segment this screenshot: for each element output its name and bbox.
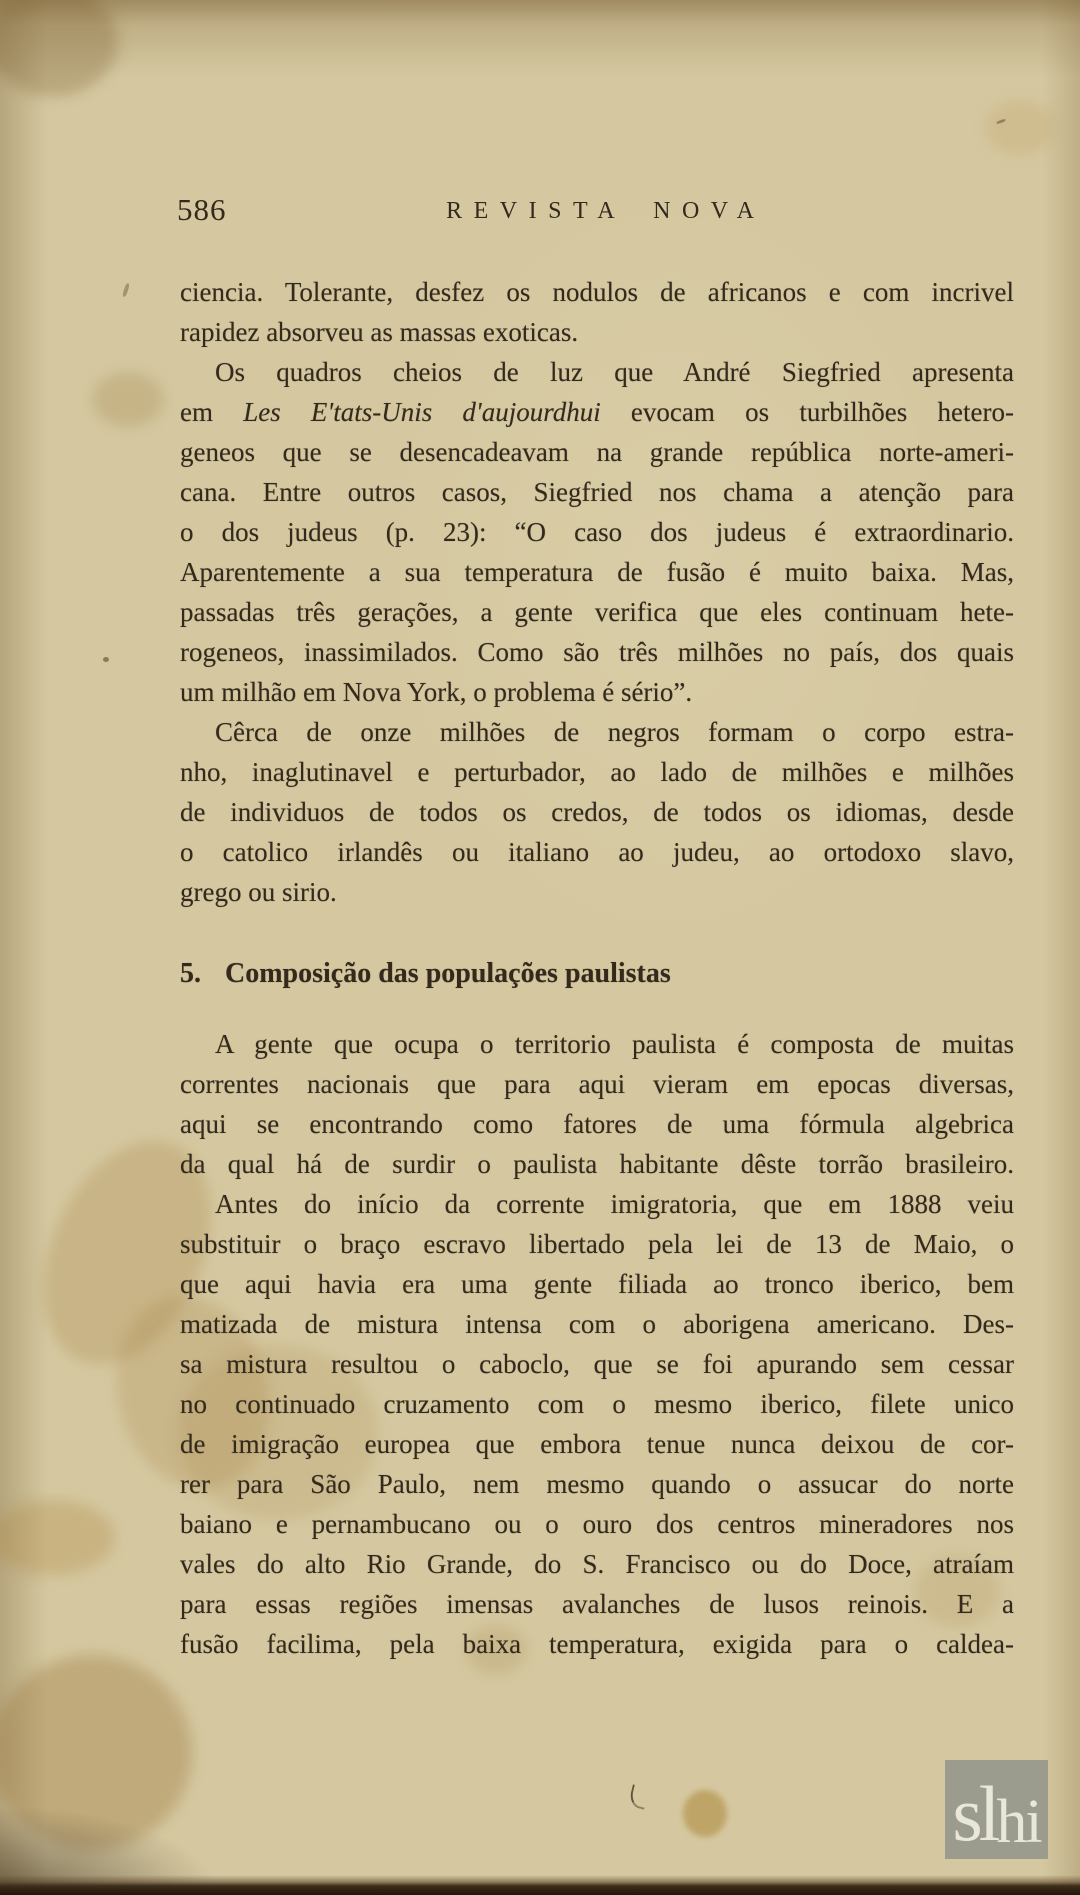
body-line: sa mistura resultou o caboclo, que se foi apurando sem cessar xyxy=(180,1349,1014,1379)
paper-speck xyxy=(103,657,109,662)
body-line: ciencia. Tolerante, desfez os nodulos de africanos e com incrivel xyxy=(180,277,1014,307)
body-line: rogeneos, inassimilados. Como são três milhões no país, dos quais xyxy=(180,637,1014,667)
body-line: de individuos de todos os credos, de todos os idiomas, desde xyxy=(180,797,1014,827)
body-line: rapidez absorveu as massas exoticas. xyxy=(180,317,579,347)
book-title-italic: Les E'tats-Unis d'aujourdhui xyxy=(243,397,601,427)
paper-stain xyxy=(985,100,1055,155)
text-column xyxy=(180,272,1014,1664)
body-line: Cêrca de onze milhões de negros formam o corpo estra- xyxy=(215,717,1014,747)
body-line: de imigração europea que embora tenue nunca deixou de cor- xyxy=(180,1429,1014,1459)
paper-stain xyxy=(0,0,118,96)
body-line: em Les E'tats-Unis d'aujourdhui evocam os turbilhões hetero- xyxy=(180,397,1014,427)
paper-speck xyxy=(122,283,130,298)
body-line: aqui se encontrando como fatores de uma fórmula algebrica xyxy=(180,1109,1014,1139)
body-line: matizada de mistura intensa com o aborigena americano. Des- xyxy=(180,1309,1014,1339)
paper-stain xyxy=(683,1790,727,1837)
body-line: passadas três gerações, a gente verifica que eles continuam hete- xyxy=(180,597,1014,627)
body-line: A gente que ocupa o territorio paulista é composta de muitas xyxy=(215,1029,1014,1059)
section-number: 5. xyxy=(180,958,201,989)
body-line: no continuado cruzamento com o mesmo iberico, filete unico xyxy=(180,1389,1014,1419)
body-line: correntes nacionais que para aqui vieram em epocas diversas, xyxy=(180,1069,1014,1099)
body-line: um milhão em Nova York, o problema é sério”. xyxy=(180,677,693,707)
watermark-text-small: hi xyxy=(996,1788,1041,1856)
ink-mark xyxy=(628,1784,650,1809)
library-watermark xyxy=(945,1760,1048,1859)
body-line: o catolico irlandês ou italiano ao judeu, ao ortodoxo slavo, xyxy=(180,837,1014,867)
section-title: Composição das populações paulistas xyxy=(225,958,671,989)
body-line: Antes do início da corrente imigratoria, que em 1888 veiu xyxy=(215,1189,1014,1219)
paper-stain xyxy=(92,372,164,427)
paper-stain xyxy=(0,1500,115,1575)
body-line: vales do alto Rio Grande, do S. Francisco ou do Doce, atraíam xyxy=(180,1549,1014,1579)
body-line: grego ou sirio. xyxy=(180,877,337,907)
body-line: substituir o braço escravo libertado pela lei de 13 de Maio, o xyxy=(180,1229,1014,1259)
section-heading xyxy=(180,954,1014,994)
body-line: geneos que se desencadeavam na grande república norte-ameri- xyxy=(180,437,1014,467)
body-line: rer para São Paulo, nem mesmo quando o assucar do norte xyxy=(180,1469,1014,1499)
body-line: que aqui havia era uma gente filiada ao tronco iberico, bem xyxy=(180,1269,1014,1299)
journal-title: REVISTA NOVA xyxy=(446,198,766,224)
body-line: da qual há de surdir o paulista habitante dêste torrão brasileiro. xyxy=(180,1149,1014,1179)
body-line: o dos judeus (p. 23): “O caso dos judeus é extraordinario. xyxy=(180,517,1014,547)
scan-bottom-edge xyxy=(0,1875,1080,1895)
body-line: baiano e pernambucano ou o ouro dos centros mineradores nos xyxy=(180,1509,1014,1539)
watermark-text-large: sl xyxy=(952,1770,997,1857)
body-line: Aparentemente a sua temperatura de fusão é muito baixa. Mas, xyxy=(180,557,1014,587)
body-line: fusão facilima, pela baixa temperatura, exigida para o caldea- xyxy=(180,1629,1014,1659)
body-line: nho, inaglutinavel e perturbador, ao lado de milhões e milhões xyxy=(180,757,1014,787)
body-line: cana. Entre outros casos, Siegfried nos chama a atenção para xyxy=(180,477,1014,507)
body-line: Os quadros cheios de luz que André Siegfried apresenta xyxy=(215,357,1014,387)
body-line: para essas regiões imensas avalanches de lusos reinois. E a xyxy=(180,1589,1014,1619)
page-number: 586 xyxy=(177,192,227,227)
